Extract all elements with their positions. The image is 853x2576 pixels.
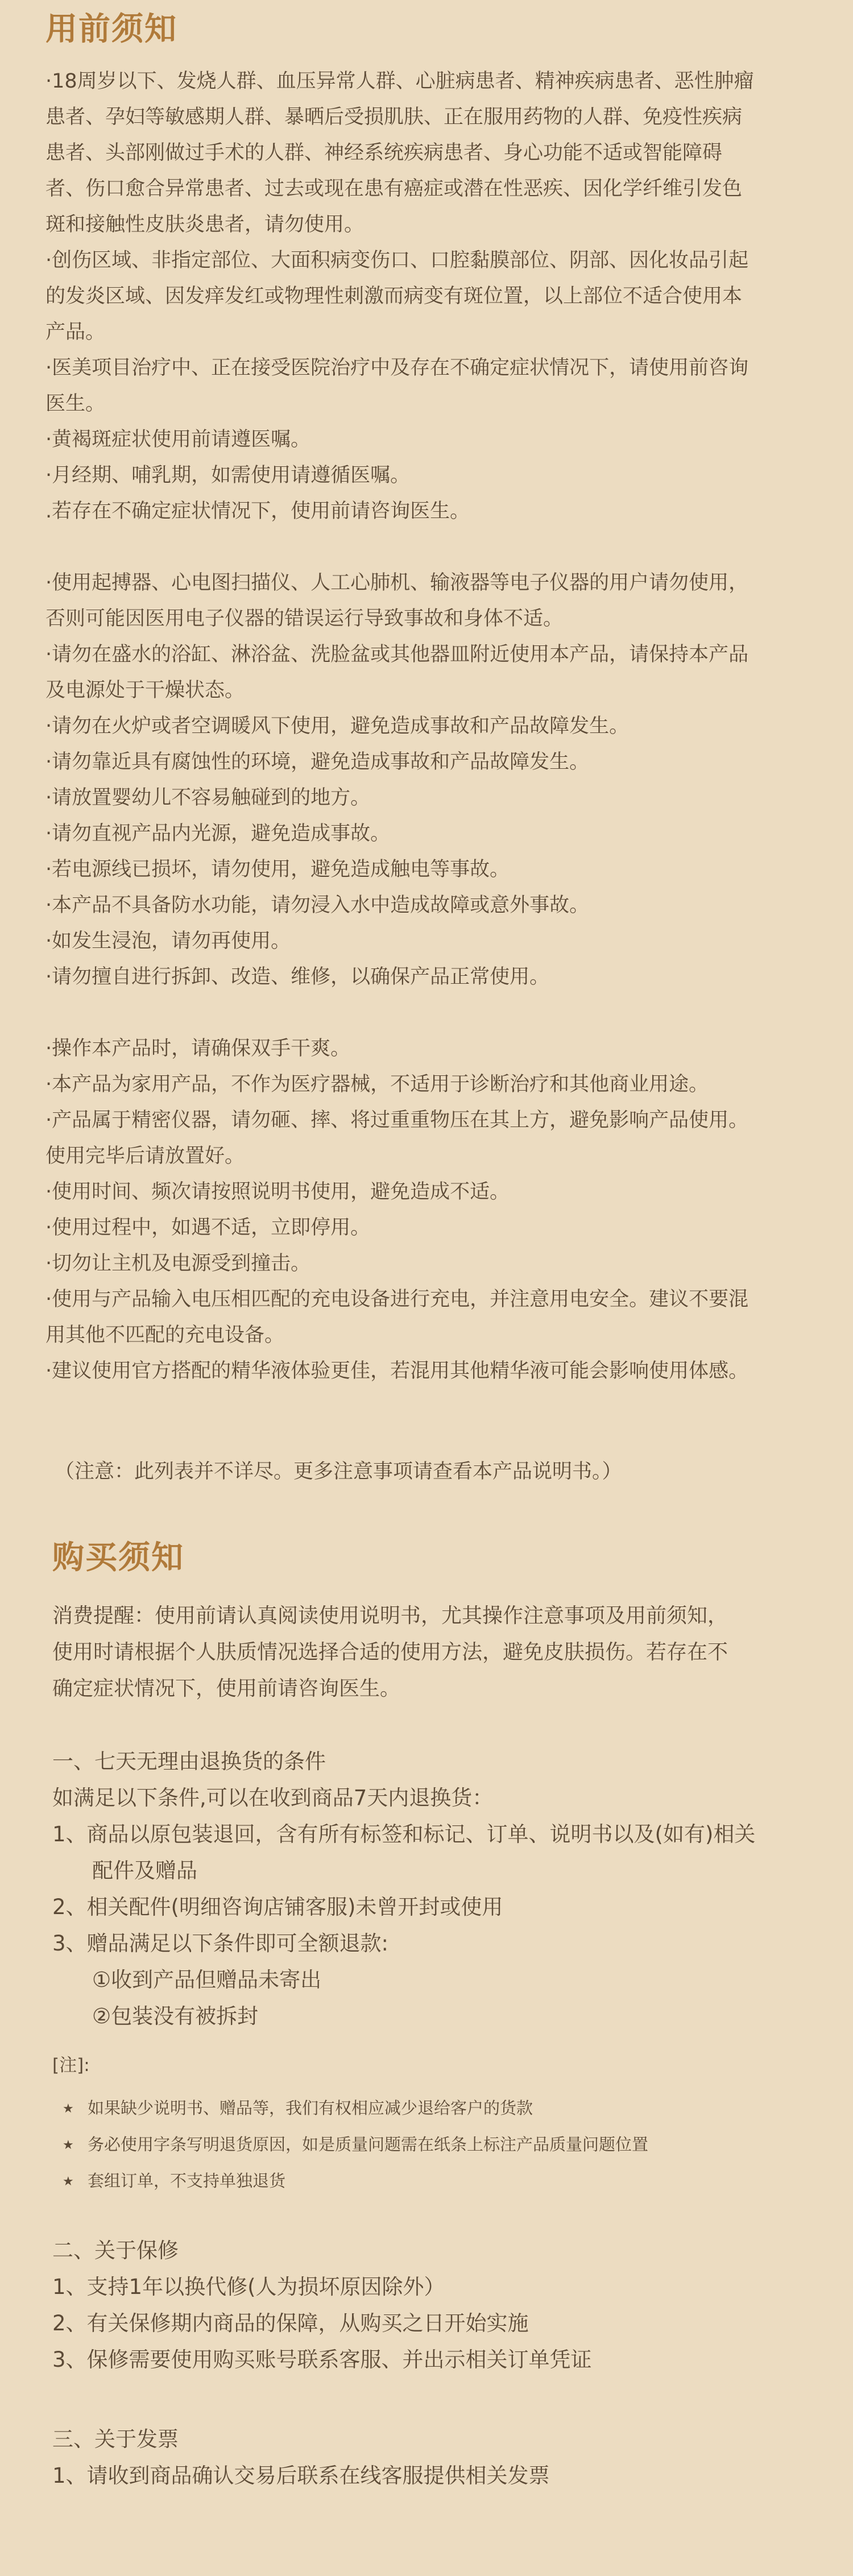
reminder-line: 确定症状情况下，使用前请咨询医生。 bbox=[52, 1677, 401, 1700]
precaution-line: 及电源处于干燥状态。 bbox=[45, 679, 245, 702]
invoice-heading: 三、关于发票 bbox=[52, 2427, 179, 2451]
precaution-line: ·请勿在盛水的浴缸、淋浴盆、洗脸盆或其他器皿附近使用本产品，请保持本产品 bbox=[45, 643, 749, 666]
precaution-line: ·操作本产品时，请确保双手干爽。 bbox=[45, 1037, 351, 1060]
list-item: 2、有关保修期内商品的保障，从购买之日开始实施 bbox=[52, 2311, 529, 2335]
precaution-line: 使用完毕后请放置好。 bbox=[45, 1145, 245, 1167]
precaution-line: ·切勿让主机及电源受到撞击。 bbox=[45, 1252, 311, 1275]
precaution-line: 否则可能因医用电子仪器的错误运行导致事故和身体不适。 bbox=[45, 607, 564, 630]
reminder-line: 使用时请根据个人肤质情况选择合适的使用方法，避免皮肤损伤。若存在不 bbox=[52, 1641, 728, 1664]
precaution-line: 者、伤口愈合异常患者、过去或现在患有癌症或潜在性恶疾、因化学纤维引发色 bbox=[45, 177, 743, 200]
precaution-line: ·使用起搏器、心电图扫描仪、人工心肺机、输液器等电子仪器的用户请勿使用， bbox=[45, 571, 749, 594]
returns-notes bbox=[63, 2090, 648, 2200]
precaution-line: 医生。 bbox=[45, 392, 106, 415]
precaution-line: ·创伤区域、非指定部位、大面积病变伤口、口腔黏膜部位、阴部、因化妆品引起 bbox=[45, 249, 749, 272]
spacer bbox=[45, 529, 808, 565]
precaution-line: 用其他不匹配的充电设备。 bbox=[45, 1324, 285, 1347]
usage-precautions bbox=[45, 64, 808, 1389]
list-item: 1、商品以原包装退回，含有所有标签和标记、订单、说明书以及(如有)相关 bbox=[52, 1822, 756, 1846]
precaution-line: ·黄褐斑症状使用前请遵医嘱。 bbox=[45, 428, 311, 451]
bullet-icon: ★ bbox=[63, 2102, 74, 2116]
precaution-line: ·请勿在火炉或者空调暖风下使用，避免造成事故和产品故障发生。 bbox=[45, 715, 630, 738]
precaution-line: 患者、孕妇等敏感期人群、暴晒后受损肌肤、正在服用药物的人群、免疫性疾病 bbox=[45, 106, 743, 129]
precaution-line: 的发炎区域、因发痒发红或物理性刺激而病变有斑位置，以上部位不适合使用本 bbox=[45, 285, 743, 308]
list-item: 3、保修需要使用购买账号联系客服、并出示相关订单凭证 bbox=[52, 2347, 592, 2372]
invoice-list bbox=[52, 2458, 550, 2494]
list-item: 3、赠品满足以下条件即可全额退款: bbox=[52, 1931, 389, 1956]
precaution-line: ·使用与产品输入电压相匹配的充电设备进行充电，并注意用电安全。建议不要混 bbox=[45, 1288, 749, 1311]
precaution-line: 产品。 bbox=[45, 321, 106, 343]
precaution-line: ·如发生浸泡，请勿再使用。 bbox=[45, 930, 291, 952]
list-item: ②包装没有被拆封 bbox=[92, 2004, 259, 2028]
precaution-line: ·请勿直视产品内光源，避免造成事故。 bbox=[45, 822, 391, 845]
bullet-icon: ★ bbox=[63, 2138, 74, 2152]
reminder-line: 消费提醒：使用前请认真阅读使用说明书，尤其操作注意事项及用前须知， bbox=[52, 1604, 728, 1627]
precaution-line: ·请勿擅自进行拆卸、改造、维修，以确保产品正常使用。 bbox=[45, 966, 550, 988]
precaution-line: ·请勿靠近具有腐蚀性的环境，避免造成事故和产品故障发生。 bbox=[45, 751, 590, 773]
list-item: ★ 务必使用字条写明退货原因，如是质量问题需在纸条上标注产品质量问题位置 bbox=[63, 2127, 648, 2163]
usage-note: （注意：此列表并不详尽。更多注意事项请查看本产品说明书。） bbox=[55, 1460, 622, 1483]
list-item: ★ 套组订单，不支持单独退货 bbox=[63, 2163, 648, 2200]
precaution-line: ·使用时间、频次请按照说明书使用，避免造成不适。 bbox=[45, 1181, 510, 1203]
precaution-line: ·月经期、哺乳期，如需使用请遵循医嘱。 bbox=[45, 464, 411, 487]
list-item: ①收到产品但赠品未寄出 bbox=[92, 1968, 322, 1992]
returns-heading: 一、七天无理由退换货的条件 bbox=[52, 1749, 326, 1774]
spacer bbox=[45, 995, 808, 1031]
consumer-reminder bbox=[52, 1598, 809, 1707]
list-item: 1、请收到商品确认交易后联系在线客服提供相关发票 bbox=[52, 2463, 550, 2488]
precaution-line: ·本产品不具备防水功能，请勿浸入水中造成故障或意外事故。 bbox=[45, 894, 590, 917]
warranty-heading: 二、关于保修 bbox=[52, 2238, 179, 2263]
returns-intro: 如满足以下条件,可以在收到商品7天内退换货： bbox=[52, 1786, 494, 1810]
precaution-line: ·建议使用官方搭配的精华液体验更佳，若混用其他精华液可能会影响使用体感。 bbox=[45, 1360, 749, 1382]
precaution-line: 斑和接触性皮肤炎患者，请勿使用。 bbox=[45, 213, 365, 236]
list-item: 配件及赠品 bbox=[92, 1858, 197, 1883]
precaution-line: ·若电源线已损坏，请勿使用，避免造成触电等事故。 bbox=[45, 858, 510, 881]
notes-label: [注]: bbox=[52, 2055, 90, 2076]
usage-title: 用前须知 bbox=[45, 11, 177, 48]
precaution-line: ·产品属于精密仪器，请勿砸、摔、将过重重物压在其上方，避免影响产品使用。 bbox=[45, 1109, 749, 1132]
precaution-line: .若存在不确定症状情况下，使用前请咨询医生。 bbox=[45, 500, 470, 523]
list-item: ★ 如果缺少说明书、赠品等，我们有权相应减少退给客户的货款 bbox=[63, 2090, 648, 2127]
list-item: 2、相关配件(明细咨询店铺客服)未曾开封或使用 bbox=[52, 1895, 503, 1919]
precaution-line: 患者、头部刚做过手术的人群、神经系统疾病患者、身心功能不适或智能障碍 bbox=[45, 142, 723, 164]
list-item: 1、支持1年以换代修(人为损坏原因除外） bbox=[52, 2275, 445, 2299]
returns-list bbox=[52, 1816, 755, 2035]
precaution-line: ·使用过程中，如遇不适，立即停用。 bbox=[45, 1216, 371, 1239]
precaution-line: ·请放置婴幼儿不容易触碰到的地方。 bbox=[45, 786, 371, 809]
precaution-line: ·18周岁以下、发烧人群、血压异常人群、心脏病患者、精神疾病患者、恶性肿瘤 bbox=[45, 70, 754, 93]
warranty-list bbox=[52, 2269, 592, 2378]
bullet-icon: ★ bbox=[63, 2175, 74, 2189]
purchase-title: 购买须知 bbox=[52, 1539, 184, 1576]
precaution-line: ·医美项目治疗中、正在接受医院治疗中及存在不确定症状情况下，请使用前咨询 bbox=[45, 357, 749, 379]
precaution-line: ·本产品为家用产品，不作为医疗器械，不适用于诊断治疗和其他商业用途。 bbox=[45, 1073, 709, 1096]
